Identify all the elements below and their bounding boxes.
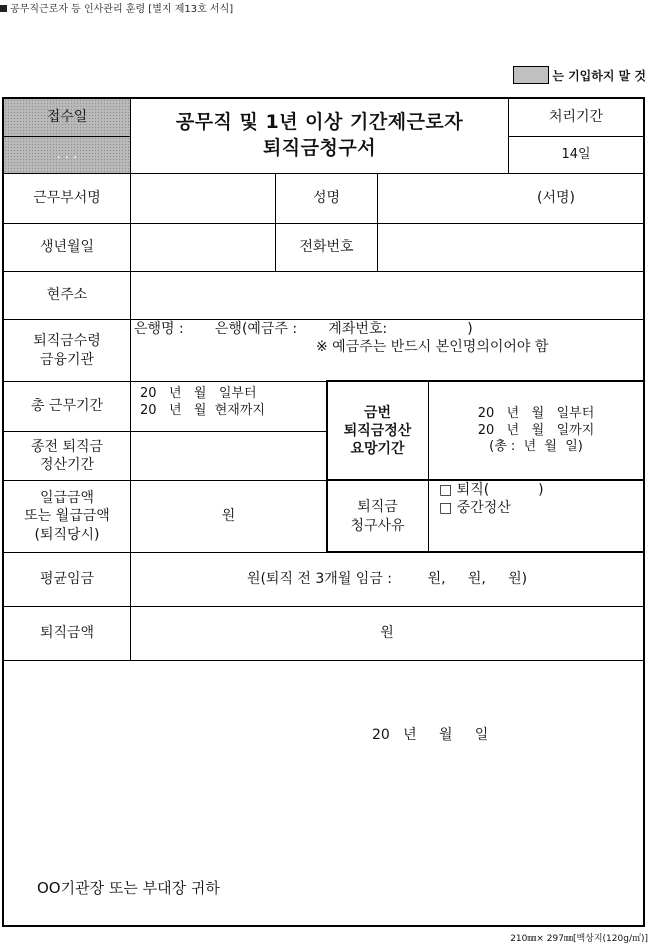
period-to: 20 년 월 일까지 <box>477 422 595 438</box>
gray-box-icon <box>513 66 549 84</box>
birthdate-label: 생년월일 <box>39 239 95 256</box>
prev-label-line1: 종전 퇴직금 <box>30 438 104 455</box>
amount-field[interactable]: 원 <box>380 625 394 642</box>
bank-label-line1: 퇴직금수령 <box>33 333 101 350</box>
phone-label: 전화번호 <box>299 239 354 256</box>
address-field[interactable] <box>131 272 643 319</box>
reason-label <box>327 481 428 552</box>
reason-field <box>429 481 643 552</box>
form-reference <box>0 0 233 15</box>
wage-label-line3: (퇴직당시) <box>34 526 100 543</box>
signature-field[interactable]: (서명) <box>537 190 575 207</box>
form-title-line2: 퇴직금청구서 <box>262 137 377 159</box>
addressee: OO기관장 또는 부대장 귀하 <box>37 879 220 897</box>
claim-form <box>2 97 645 927</box>
reason-label-line1: 퇴직금 <box>357 499 398 516</box>
legend <box>513 66 646 84</box>
date-line[interactable]: 20 년 월 일 <box>372 727 489 743</box>
wage-field[interactable]: 원 <box>221 508 236 525</box>
bank-field[interactable] <box>131 320 643 381</box>
form-title <box>131 99 508 173</box>
amount-label: 퇴직금액 <box>39 625 95 642</box>
service-from: 20 년 월 일부터 <box>140 386 257 401</box>
service-period-field[interactable] <box>131 382 326 431</box>
receipt-label: 접수일 <box>46 109 88 126</box>
processing-label: 처리기간 <box>548 109 604 126</box>
wage-label <box>4 481 130 552</box>
paper-spec: 210㎜× 297㎜[백상지(120g/㎡)] <box>510 934 648 944</box>
avg-wage-field[interactable]: 원(퇴직 전 3개월 임금 : 원, 원, 원) <box>246 571 528 588</box>
birthdate-field[interactable] <box>131 224 275 271</box>
address-label: 현주소 <box>46 287 88 304</box>
form-reference-text: 공무직근로자 등 인사관리 훈령 [별지 제13호 서식] <box>10 4 234 15</box>
period-from: 20 년 월 일부터 <box>477 405 595 421</box>
prev-settlement-label <box>4 432 130 480</box>
wage-label-line2: 또는 월급금액 <box>24 508 110 525</box>
wage-label-line1: 일급금액 <box>39 490 95 507</box>
bank-note: ※ 예금주는 반드시 본인명의이어야 함 <box>316 339 549 356</box>
name-label: 성명 <box>312 190 341 207</box>
department-field[interactable] <box>131 174 275 223</box>
service-to: 20 년 월 현재까지 <box>140 402 265 418</box>
period-label-line1: 금번 <box>363 404 392 421</box>
prev-settlement-field[interactable] <box>131 432 326 480</box>
legend-text: 는 기입하지 말 것 <box>552 68 646 83</box>
bank-label <box>4 320 130 381</box>
prev-label-line2: 정산기간 <box>39 457 95 473</box>
avg-wage-label: 평균임금 <box>39 571 95 588</box>
service-label: 총 근무기간 <box>30 398 104 415</box>
bank-line: 은행명 : 은행(예금주 : 계좌번호: ) <box>134 321 473 337</box>
reason-interim-checkbox[interactable]: □ 중간정산 <box>439 500 511 517</box>
period-field[interactable] <box>429 382 643 480</box>
period-label <box>327 382 428 480</box>
form-title-line1: 공무직 및 1년 이상 기간제근로자 <box>175 111 464 134</box>
processing-value: 14일 <box>561 146 591 162</box>
period-label-line3: 요망기간 <box>350 441 405 458</box>
bank-label-line2: 금융기관 <box>39 351 95 368</box>
square-bullet-icon <box>0 5 7 12</box>
period-total: (총 : 년 월 일) <box>489 439 583 455</box>
reason-retirement-checkbox[interactable]: □ 퇴직( ) <box>439 482 544 498</box>
receipt-date-field[interactable]: . . . <box>56 146 78 162</box>
department-label: 근무부서명 <box>33 190 101 207</box>
period-label-line2: 퇴직금정산 <box>343 422 412 439</box>
reason-label-line2: 청구사유 <box>350 517 405 534</box>
phone-field[interactable] <box>378 224 643 271</box>
